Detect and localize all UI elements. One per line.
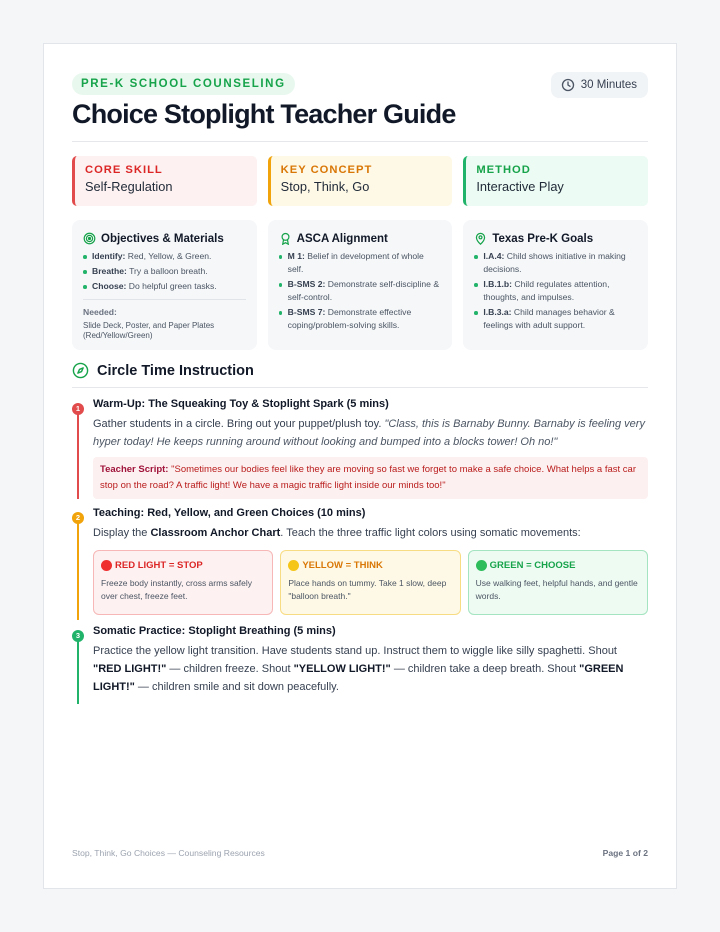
traffic-light-cards xyxy=(93,550,648,615)
step-rail xyxy=(77,638,79,704)
key-cards xyxy=(72,156,648,206)
step-title: Warm-Up: The Squeaking Toy & Stoplight Spark (5 mins) xyxy=(93,398,389,410)
asca-title: ASCA Alignment xyxy=(296,232,388,245)
green-light-title xyxy=(476,560,640,571)
category-badge: PRE-K SCHOOL COUNSELING xyxy=(72,73,295,95)
section-heading xyxy=(72,362,254,379)
step-text xyxy=(93,642,648,696)
needed-label: Needed: xyxy=(83,307,117,317)
duration-text: 30 Minutes xyxy=(580,79,637,91)
list-item xyxy=(83,250,246,263)
document-page xyxy=(43,43,677,889)
page-number: Page 1 of 2 xyxy=(602,848,648,858)
asca-card xyxy=(268,220,453,350)
section-title: Circle Time Instruction xyxy=(97,362,254,379)
item-text: Red, Yellow, & Green. xyxy=(125,251,212,261)
step-text-part: — children freeze. Shout xyxy=(166,663,294,675)
item-term: Choose: xyxy=(92,281,127,291)
red-light-desc: Freeze body instantly, cross arms safely over chest, freeze feet. xyxy=(101,578,253,601)
step-rail xyxy=(77,411,79,499)
objectives-list xyxy=(83,250,246,293)
item-text: Demonstrate self-discipline & self-control. xyxy=(287,279,440,302)
step-text xyxy=(93,524,648,542)
green-circle-icon xyxy=(476,560,487,571)
yellow-light-card xyxy=(280,550,460,615)
step-text-part: — children take a deep breath. Shout xyxy=(390,663,580,675)
core-skill-card xyxy=(72,156,257,206)
page-title: Choice Stoplight Teacher Guide xyxy=(72,99,456,129)
compass-icon xyxy=(72,362,89,379)
list-item xyxy=(474,306,637,332)
item-text: Child regulates attention, thoughts, and impulses. xyxy=(483,279,610,302)
list-item xyxy=(474,278,637,304)
light-title-text: RED LIGHT = STOP xyxy=(115,560,203,571)
item-term: B-SMS 2: xyxy=(287,279,326,289)
header-divider xyxy=(72,141,648,142)
needed-value: Slide Deck, Poster, and Paper Plates (Red/Yellow/Green) xyxy=(83,321,215,340)
step-text-part: Practice the yellow light transition. Have students stand up. Instruct them to wiggle like silly spaghetti. Shout xyxy=(93,645,617,657)
teacher-script xyxy=(93,457,648,499)
texas-title: Texas Pre-K Goals xyxy=(492,232,594,245)
method-value: Interactive Play xyxy=(476,179,564,194)
step-rail xyxy=(77,520,79,620)
item-text: Child manages behavior & feelings with adult support. xyxy=(483,307,615,330)
item-term: I.B.3.a: xyxy=(483,307,512,317)
objectives-heading xyxy=(83,232,246,245)
target-icon xyxy=(83,232,96,245)
green-light-card xyxy=(468,550,648,615)
item-term: I.B.1.b: xyxy=(483,279,512,289)
objectives-card xyxy=(72,220,257,350)
key-concept-card xyxy=(268,156,453,206)
step-text-post: . Teach the three traffic light colors using somatic movements: xyxy=(280,527,581,539)
step-text xyxy=(93,415,648,451)
footer-source: Stop, Think, Go Choices — Counseling Resources xyxy=(72,848,265,858)
list-item xyxy=(279,306,442,332)
step-text-bold: "GREEN LIGHT!" xyxy=(93,663,624,693)
key-concept-label: KEY CONCEPT xyxy=(280,164,373,176)
item-term: Identify: xyxy=(92,251,126,261)
list-item xyxy=(83,280,246,293)
step-text-bold: "RED LIGHT!" xyxy=(93,663,167,675)
core-skill-label: CORE SKILL xyxy=(85,164,163,176)
item-text: Demonstrate effective coping/problem-solving skills. xyxy=(287,307,412,330)
objectives-title: Objectives & Materials xyxy=(101,232,224,245)
core-skill-value: Self-Regulation xyxy=(85,179,173,194)
item-text: Try a balloon breath. xyxy=(126,266,208,276)
step-text-pre: Display the xyxy=(93,527,151,539)
texas-card xyxy=(463,220,648,350)
red-circle-icon xyxy=(101,560,112,571)
light-title-text: YELLOW = THINK xyxy=(302,560,383,571)
key-concept-value: Stop, Think, Go xyxy=(280,179,370,194)
item-text: Do helpful green tasks. xyxy=(126,281,217,291)
duration-pill xyxy=(551,72,648,98)
item-term: M 1: xyxy=(287,251,305,261)
item-text: Belief in development of whole self. xyxy=(287,251,424,274)
step-title: Teaching: Red, Yellow, and Green Choices (10 mins) xyxy=(93,507,366,519)
red-light-title xyxy=(101,560,265,571)
clock-icon xyxy=(561,78,575,92)
yellow-light-desc: Place hands on tummy. Take 1 slow, deep "balloon breath." xyxy=(288,578,447,601)
item-text: Child shows initiative in making decisions. xyxy=(483,251,626,274)
step-body xyxy=(93,398,648,499)
method-label: METHOD xyxy=(476,164,531,176)
teacher-script-label: Teacher Script: xyxy=(100,464,169,475)
step-text-bold: "YELLOW LIGHT!" xyxy=(293,663,391,675)
step-text-bold: Classroom Anchor Chart xyxy=(150,527,281,539)
step-title: Somatic Practice: Stoplight Breathing (5 mins) xyxy=(93,625,336,637)
needed-materials xyxy=(83,299,246,341)
teacher-script-text: "Sometimes our bodies feel like they are moving so fast we forget to make a safe choice. What helps a fast car stop on the road? A traffic light! We have a magic traffic light inside our minds too!" xyxy=(100,464,636,491)
item-term: I.A.4: xyxy=(483,251,505,261)
list-item xyxy=(279,250,442,276)
step-number: 1 xyxy=(72,403,84,415)
step-number: 2 xyxy=(72,512,84,524)
list-item xyxy=(474,250,637,276)
section-divider xyxy=(72,387,648,388)
texas-heading xyxy=(474,232,637,245)
item-term: B-SMS 7: xyxy=(287,307,326,317)
step-body xyxy=(93,625,648,696)
yellow-light-title xyxy=(288,560,452,571)
step-body xyxy=(93,507,648,615)
yellow-circle-icon xyxy=(288,560,299,571)
item-term: Breathe: xyxy=(92,266,127,276)
page-content xyxy=(72,44,648,888)
method-card xyxy=(463,156,648,206)
list-item xyxy=(279,278,442,304)
step-text-plain: Gather students in a circle. Bring out your puppet/plush toy. xyxy=(93,418,385,430)
info-cards xyxy=(72,220,648,350)
asca-heading xyxy=(279,232,442,245)
red-light-card xyxy=(93,550,273,615)
step-text-quote: "Class, this is Barnaby Bunny. Barnaby is feeling very hyper today! He keeps running around without looking and bumped into a blocks tower! Oh no!" xyxy=(93,418,645,448)
light-title-text: GREEN = CHOOSE xyxy=(489,560,576,571)
map-pin-icon xyxy=(474,232,487,245)
list-item xyxy=(83,265,246,278)
award-icon xyxy=(279,232,292,245)
step-number: 3 xyxy=(72,630,84,642)
page-footer xyxy=(72,848,648,858)
texas-list xyxy=(474,250,637,332)
green-light-desc: Use walking feet, helpful hands, and gentle words. xyxy=(475,578,638,601)
step-text-part: — children smile and sit down peacefully. xyxy=(134,681,339,693)
asca-list xyxy=(279,250,442,332)
